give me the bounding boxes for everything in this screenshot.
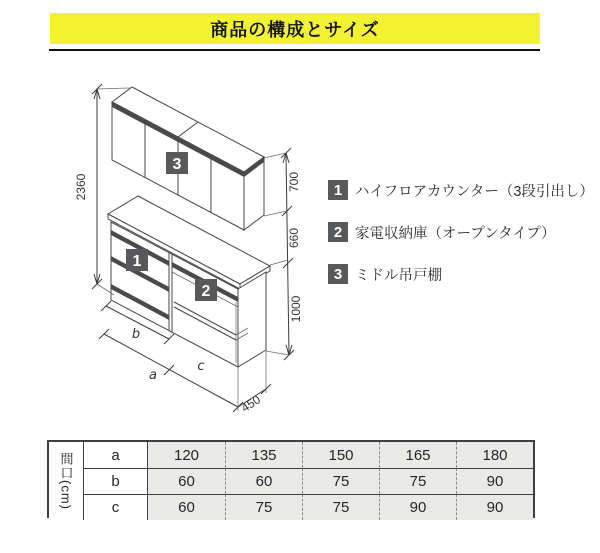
legend-label-1: ハイフロアカウンター（3段引出し） <box>355 183 594 200</box>
page-title: 商品の構成とサイズ <box>210 19 380 40</box>
table-cell-a-180: 180 <box>456 442 533 468</box>
table-cell-b-2: 60 <box>225 468 302 494</box>
dim-label-1000: 1000 <box>289 295 303 323</box>
table-cell-b-3: 75 <box>302 468 379 494</box>
legend-item-wall-cabinet <box>328 264 442 284</box>
dim-label-450: 450 <box>238 392 264 415</box>
table-cell-b-5: 90 <box>456 468 533 494</box>
diagram-badge-2-num: 2 <box>201 283 211 300</box>
legend-item-counter <box>328 180 594 200</box>
diagram-badge-1-num: 1 <box>132 253 142 270</box>
legend-label-2: 家電収納庫（オープンタイプ） <box>355 225 556 242</box>
table-row-header-maguchi: 間口(cm) <box>49 442 84 520</box>
legend-badge-1: 1 <box>328 180 348 200</box>
dimension-height-chain <box>264 148 303 360</box>
dim-label-700: 700 <box>287 171 301 193</box>
table-cell-c-5: 90 <box>456 494 533 520</box>
dim-label-2360: 2360 <box>74 173 88 201</box>
table-cell-b-1: 60 <box>148 468 225 494</box>
legend-badge-2: 2 <box>328 222 348 242</box>
table-label-c: c <box>84 494 148 520</box>
size-table <box>47 440 535 518</box>
table-cell-c-1: 60 <box>148 494 225 520</box>
dim-label-b: b <box>131 327 141 342</box>
dim-label-c: c <box>197 359 205 374</box>
table-cell-c-2: 75 <box>225 494 302 520</box>
diagram-badge-3-num: 3 <box>172 156 182 173</box>
legend-label-3: ミドル吊戸棚 <box>355 267 442 284</box>
table-cell-a-135: 135 <box>225 442 302 468</box>
legend-badge-3: 3 <box>328 264 348 284</box>
dim-label-660: 660 <box>287 227 301 249</box>
table-label-b: b <box>84 468 148 494</box>
diagram-badge-1 <box>126 249 148 271</box>
table-cell-b-4: 75 <box>379 468 456 494</box>
table-cell-a-150: 150 <box>302 442 379 468</box>
table-cell-c-3: 75 <box>302 494 379 520</box>
diagram-badge-3 <box>166 152 188 174</box>
table-cell-a-120: 120 <box>148 442 225 468</box>
table-label-a: a <box>84 442 148 468</box>
table-cell-c-4: 90 <box>379 494 456 520</box>
legend-item-appliance <box>328 222 556 242</box>
table-cell-a-165: 165 <box>379 442 456 468</box>
diagram-badge-2 <box>195 279 217 301</box>
dim-label-a: a <box>149 368 157 383</box>
